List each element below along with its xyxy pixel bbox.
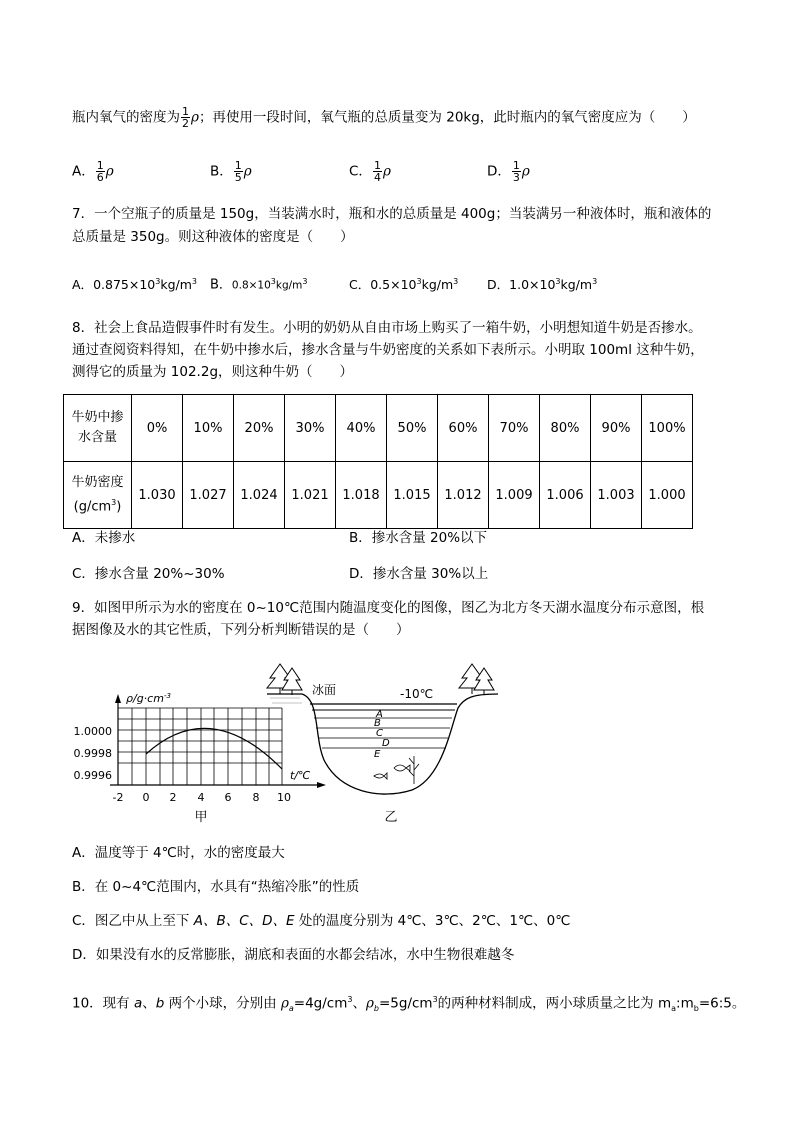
xtick-label: 10: [277, 791, 291, 804]
graph-ylabel: $\rho/g\cdot cm^{-3}$: [126, 692, 171, 705]
xtick-label: 2: [169, 791, 177, 804]
graph-xlabel: t/℃: [290, 769, 311, 782]
q6-suffix: ；再使用一段时间，氧气瓶的总质量变为 20kg，此时瓶内的氧气密度应为（ ）: [198, 109, 696, 126]
graph-grid: [118, 708, 282, 785]
figure-caption-yi: 乙: [384, 810, 398, 825]
table-cell: 60%: [438, 395, 489, 462]
table-cell: 1.006: [540, 462, 591, 529]
q9-option-d[interactable]: D．如果没有水的反常膨胀，湖底和表面的水都会结冰，水中生物很难越冬: [72, 947, 515, 963]
table-cell: 40%: [336, 395, 387, 462]
layer-label-e: E: [374, 749, 381, 760]
layer-label-c: C: [376, 728, 383, 739]
q8-option-d[interactable]: D．掺水含量 30%以上: [349, 566, 489, 582]
table-cell: 1.024: [234, 462, 285, 529]
ytick-label: 0.9996: [73, 769, 112, 782]
q8-line2: 通过查阅资料得知，在牛奶中掺水后，掺水含量与牛奶密度的关系如下表所示。小明取 100ml 这种牛奶，: [72, 342, 704, 358]
q9-option-b[interactable]: B．在 0~4℃范围内，水具有“热缩冷胀”的性质: [72, 879, 360, 895]
milk-density-table: [63, 394, 693, 529]
q9-option-a[interactable]: A．温度等于 4℃时，水的密度最大: [72, 845, 285, 861]
table-cell: 1.009: [489, 462, 540, 529]
temp-label: -10℃: [400, 687, 434, 701]
table-cell: 1.012: [438, 462, 489, 529]
table-row: [64, 462, 693, 529]
fish-icon: [394, 765, 410, 771]
half-fraction: $\frac{1}{2}$: [182, 105, 189, 130]
table-cell: 1.018: [336, 462, 387, 529]
xtick-label: 8: [252, 791, 260, 804]
q8-option-c[interactable]: C．掺水含量 20%~30%: [72, 566, 225, 582]
figure-caption-jia: 甲: [194, 810, 208, 825]
ice-label: 冰面: [312, 683, 337, 697]
water-plant-icon: [409, 756, 419, 784]
ytick-label: 1.0000: [73, 725, 112, 738]
row-header-water: 牛奶中掺 水含量: [64, 395, 132, 462]
table-cell: 100%: [642, 395, 693, 462]
ytick-label: 0.9998: [73, 747, 112, 760]
tree-right-icon: [459, 664, 494, 695]
layer-label-a: A: [376, 709, 383, 720]
fish-icon: [374, 773, 387, 779]
table-cell: 90%: [591, 395, 642, 462]
q7-line2: 总质量是 350g。则这种液体的密度是（ ）: [72, 229, 354, 245]
q10-stem: 10．现有 a、b 两个小球，分别由 $\rho_a=4g/cm^3$、$\rho_b=5g/cm^3$的两种材料制成，两小球质量之比为 $m_a:m_b=6:5$。: [72, 995, 746, 1014]
table-cell: 1.030: [132, 462, 183, 529]
table-cell: 50%: [387, 395, 438, 462]
table-cell: 1.027: [183, 462, 234, 529]
table-cell: 1.015: [387, 462, 438, 529]
table-cell: 10%: [183, 395, 234, 462]
q7-option-c[interactable]: C．$0.5\times 10^3kg/m^3$: [349, 277, 459, 293]
table-row: [64, 395, 693, 462]
q6-option-b[interactable]: B． $\frac{1}{5}$ ρ: [210, 159, 252, 184]
row-header-density: 牛奶密度 $(g/cm^3)$: [64, 462, 132, 529]
table-cell: 70%: [489, 395, 540, 462]
xtick-label: -2: [112, 791, 124, 804]
lake-diagram: [262, 660, 502, 830]
q6-stem: [72, 106, 696, 129]
q6-option-a[interactable]: A． $\frac{1}{6}$ ρ: [72, 159, 114, 184]
table-cell: 1.000: [642, 462, 693, 529]
q9-line2: 据图像及水的其它性质，下列分析判断错误的是（ ）: [72, 622, 410, 638]
q8-line3: 测得它的质量为 102.2g，则这种牛奶（ ）: [72, 364, 354, 380]
table-cell: 0%: [132, 395, 183, 462]
table-cell: 80%: [540, 395, 591, 462]
layer-label-d: D: [382, 738, 390, 749]
q7-option-d[interactable]: D．$1.0\times 10^3kg/m^3$: [487, 277, 598, 293]
q8-option-a[interactable]: A．未掺水: [72, 530, 136, 546]
q8-option-b[interactable]: B．掺水含量 20%以下: [349, 530, 488, 546]
rho-symbol: ρ: [191, 109, 199, 126]
q7-option-a[interactable]: A．$0.875\times 10^3kg/m^3$: [72, 277, 197, 293]
table-cell: 20%: [234, 395, 285, 462]
tree-left-icon: [267, 664, 302, 695]
q8-line1: 8．社会上食品造假事件时有发生。小明的奶奶从自由市场上购买了一箱牛奶，小明想知道牛奶是否掺水。: [72, 320, 702, 336]
q9-option-c[interactable]: C．图乙中从上至下 A、B、C、D、E 处的温度分别为 4℃、3℃、2℃、1℃、0℃: [72, 913, 571, 929]
ground-hatch: [270, 698, 302, 703]
table-cell: 1.021: [285, 462, 336, 529]
xtick-label: 6: [224, 791, 232, 804]
table-cell: 30%: [285, 395, 336, 462]
q6-prefix: 瓶内氧气的密度为: [72, 109, 180, 126]
y-axis-arrow: [115, 694, 121, 703]
xtick-label: 0: [142, 791, 150, 804]
xtick-label: 4: [197, 791, 205, 804]
table-cell: 1.003: [591, 462, 642, 529]
q7-line1: 7．一个空瓶子的质量是 150g，当装满水时，瓶和水的总质量是 400g；当装满另一种液体时，瓶和液体的: [72, 206, 712, 222]
q7-option-b[interactable]: B．$0.8\times 10^3kg/m^3$: [210, 277, 308, 293]
layer-label-b: B: [374, 718, 381, 729]
q9-line1: 9．如图甲所示为水的密度在 0~10℃范围内随温度变化的图像，图乙为北方冬天湖水温度分布示意图，根: [72, 600, 705, 616]
q6-option-c[interactable]: C． $\frac{1}{4}$ ρ: [349, 159, 391, 184]
q6-option-d[interactable]: D． $\frac{1}{3}$ ρ: [487, 159, 530, 184]
